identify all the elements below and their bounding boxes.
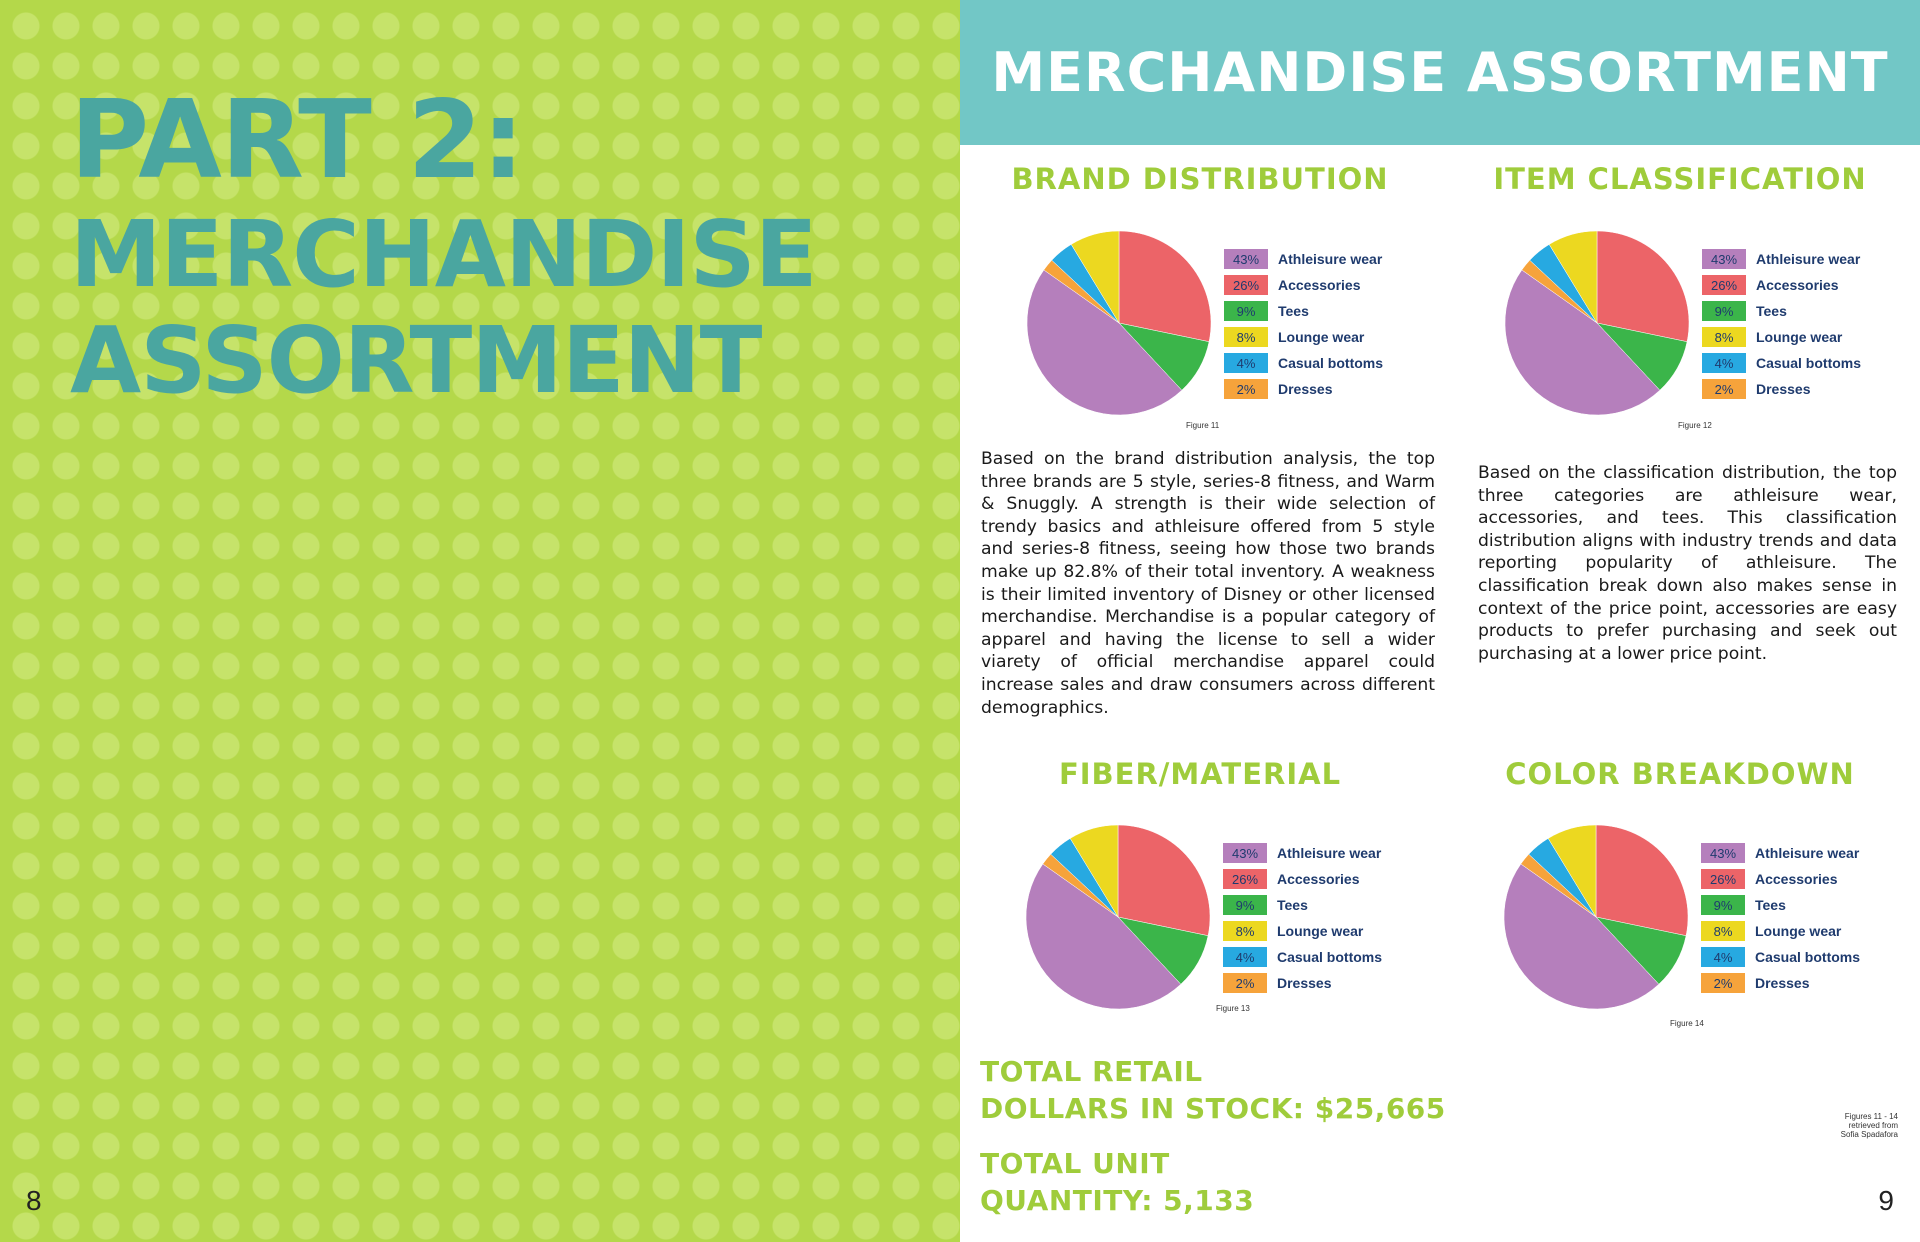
section-title-brand: BRAND DISTRIBUTION xyxy=(1011,162,1389,196)
credits-line2: retrieved from xyxy=(1848,1121,1898,1130)
part-title xyxy=(70,80,930,414)
legend-item xyxy=(1701,840,1920,866)
legend-value-label: 43% xyxy=(1702,249,1746,269)
pie-chart-brand xyxy=(1024,228,1444,443)
legend-value-label: 26% xyxy=(1701,869,1745,889)
legend-value-label: 43% xyxy=(1224,249,1268,269)
pie-svg xyxy=(1024,228,1214,418)
part-title-line2: MERCHANDISE xyxy=(70,201,817,308)
legend-value-label: 2% xyxy=(1701,973,1745,993)
section-title-fiber: FIBER/MATERIAL xyxy=(1058,757,1342,791)
figure-caption-11: Figure 11 xyxy=(1186,421,1220,430)
pie-chart-classification xyxy=(1502,228,1920,443)
legend-category-label: Athleisure wear xyxy=(1277,845,1382,861)
legend-value-label: 9% xyxy=(1223,895,1267,915)
legend-category-label: Accessories xyxy=(1755,871,1838,887)
legend-category-label: Casual bottoms xyxy=(1756,355,1862,371)
legend-value-label: 4% xyxy=(1224,353,1268,373)
legend-value-label: 4% xyxy=(1701,947,1745,967)
pie-slice-accessories xyxy=(1597,231,1689,342)
legend-item xyxy=(1701,970,1920,996)
total-unit-line1: TOTAL UNIT xyxy=(980,1147,1170,1180)
legend-category-label: Lounge wear xyxy=(1756,329,1843,345)
chart-legend xyxy=(1701,840,1920,996)
pie-slice-accessories xyxy=(1118,825,1210,936)
legend-category-label: Tees xyxy=(1756,303,1787,319)
legend-category-label: Tees xyxy=(1277,897,1308,913)
legend-item xyxy=(1223,892,1453,918)
legend-value-label: 8% xyxy=(1224,327,1268,347)
legend-item xyxy=(1223,840,1453,866)
legend-item xyxy=(1223,866,1453,892)
legend-item xyxy=(1224,376,1454,402)
legend-item xyxy=(1702,376,1920,402)
credits-line3: Sofia Spadafora xyxy=(1840,1130,1898,1139)
total-retail-line2: DOLLARS IN STOCK: $25,665 xyxy=(980,1092,1446,1125)
legend-item xyxy=(1701,866,1920,892)
legend-item xyxy=(1224,298,1454,324)
banner xyxy=(960,0,1920,145)
legend-category-label: Casual bottoms xyxy=(1755,949,1861,965)
legend-category-label: Tees xyxy=(1278,303,1309,319)
legend-item xyxy=(1223,944,1453,970)
legend-category-label: Athleisure wear xyxy=(1755,845,1860,861)
figure-caption-12: Figure 12 xyxy=(1678,421,1712,430)
figure-caption-13: Figure 13 xyxy=(1216,1004,1250,1013)
pie-svg xyxy=(1502,228,1692,418)
legend-item xyxy=(1702,246,1920,272)
pie-slice-accessories xyxy=(1119,231,1211,342)
legend-category-label: Dresses xyxy=(1755,975,1810,991)
legend-item xyxy=(1224,324,1454,350)
pie-svg xyxy=(1501,822,1691,1012)
section-title-classification: ITEM CLASSIFICATION xyxy=(1493,162,1867,196)
chart-legend xyxy=(1223,840,1453,996)
legend-value-label: 4% xyxy=(1702,353,1746,373)
legend-value-label: 9% xyxy=(1702,301,1746,321)
legend-item xyxy=(1701,918,1920,944)
legend-category-label: Accessories xyxy=(1277,871,1360,887)
legend-value-label: 43% xyxy=(1223,843,1267,863)
legend-value-label: 26% xyxy=(1702,275,1746,295)
legend-value-label: 2% xyxy=(1224,379,1268,399)
legend-value-label: 26% xyxy=(1223,869,1267,889)
legend-value-label: 8% xyxy=(1223,921,1267,941)
total-unit xyxy=(980,1145,1500,1219)
total-retail-line1: TOTAL RETAIL xyxy=(980,1055,1203,1088)
legend-value-label: 9% xyxy=(1224,301,1268,321)
legend-value-label: 43% xyxy=(1701,843,1745,863)
legend-item xyxy=(1702,350,1920,376)
legend-category-label: Casual bottoms xyxy=(1278,355,1384,371)
legend-category-label: Dresses xyxy=(1278,381,1333,397)
paragraph-classification: Based on the classification distribution, the top three categories are athleisure wear, accessories, and tees. This classification distribution aligns with industry trends and data reporting popularity of athleisure. The classification break down also makes sense in context of the price point, accessories are easy products to prefer purchasing and seek out purchasing at a lower price point. xyxy=(1478,463,1897,664)
legend-item xyxy=(1701,944,1920,970)
legend-category-label: Tees xyxy=(1755,897,1786,913)
legend-value-label: 2% xyxy=(1702,379,1746,399)
legend-category-label: Casual bottoms xyxy=(1277,949,1383,965)
page-number-left: 8 xyxy=(26,1185,42,1216)
part-title-line1: PART 2: xyxy=(70,78,524,203)
legend-value-label: 8% xyxy=(1701,921,1745,941)
legend-value-label: 8% xyxy=(1702,327,1746,347)
legend-item xyxy=(1224,272,1454,298)
legend-item xyxy=(1701,892,1920,918)
legend-item xyxy=(1224,246,1454,272)
credits-line1: Figures 11 - 14 xyxy=(1844,1112,1898,1121)
pie-chart-color xyxy=(1501,822,1920,1037)
part-title-line3: ASSORTMENT xyxy=(70,307,762,414)
legend-item xyxy=(1224,350,1454,376)
figure-credits xyxy=(1778,1112,1898,1139)
legend-category-label: Lounge wear xyxy=(1755,923,1842,939)
legend-category-label: Dresses xyxy=(1756,381,1811,397)
chart-legend xyxy=(1702,246,1920,402)
figure-caption-14: Figure 14 xyxy=(1670,1019,1704,1028)
legend-category-label: Athleisure wear xyxy=(1278,251,1383,267)
legend-value-label: 26% xyxy=(1224,275,1268,295)
pie-svg xyxy=(1023,822,1213,1012)
legend-value-label: 9% xyxy=(1701,895,1745,915)
legend-category-label: Dresses xyxy=(1277,975,1332,991)
total-unit-line2: QUANTITY: 5,133 xyxy=(980,1184,1255,1217)
legend-category-label: Lounge wear xyxy=(1278,329,1365,345)
chart-legend xyxy=(1224,246,1454,402)
legend-value-label: 2% xyxy=(1223,973,1267,993)
legend-category-label: Accessories xyxy=(1278,277,1361,293)
legend-category-label: Accessories xyxy=(1756,277,1839,293)
page-number-right: 9 xyxy=(1878,1185,1894,1216)
total-retail xyxy=(980,1053,1500,1127)
legend-item xyxy=(1223,918,1453,944)
legend-value-label: 4% xyxy=(1223,947,1267,967)
legend-item xyxy=(1702,324,1920,350)
pie-slice-accessories xyxy=(1596,825,1688,936)
section-title-color: COLOR BREAKDOWN xyxy=(1505,757,1855,791)
legend-item xyxy=(1702,298,1920,324)
legend-category-label: Lounge wear xyxy=(1277,923,1364,939)
legend-item xyxy=(1223,970,1453,996)
paragraph-brand: Based on the brand distribution analysis, the top three brands are 5 style, series-8 fitness, and Warm & Snuggly. A strength is their wide selection of trendy basics and athleisure offered from 5 style and series-8 fitness, seeing how those two brands make up 82.8% of their total inventory. A weakness is their limited inventory of Disney or other licensed merchandise. Merchandise is a popular category of apparel and having the license to sell a wider viarety of official merchandise apparel could increase sales and draw consumers across different demographics. xyxy=(981,449,1435,718)
legend-item xyxy=(1702,272,1920,298)
right-page xyxy=(960,0,1920,1242)
banner-title: MERCHANDISE ASSORTMENT xyxy=(991,41,1889,104)
legend-category-label: Athleisure wear xyxy=(1756,251,1861,267)
